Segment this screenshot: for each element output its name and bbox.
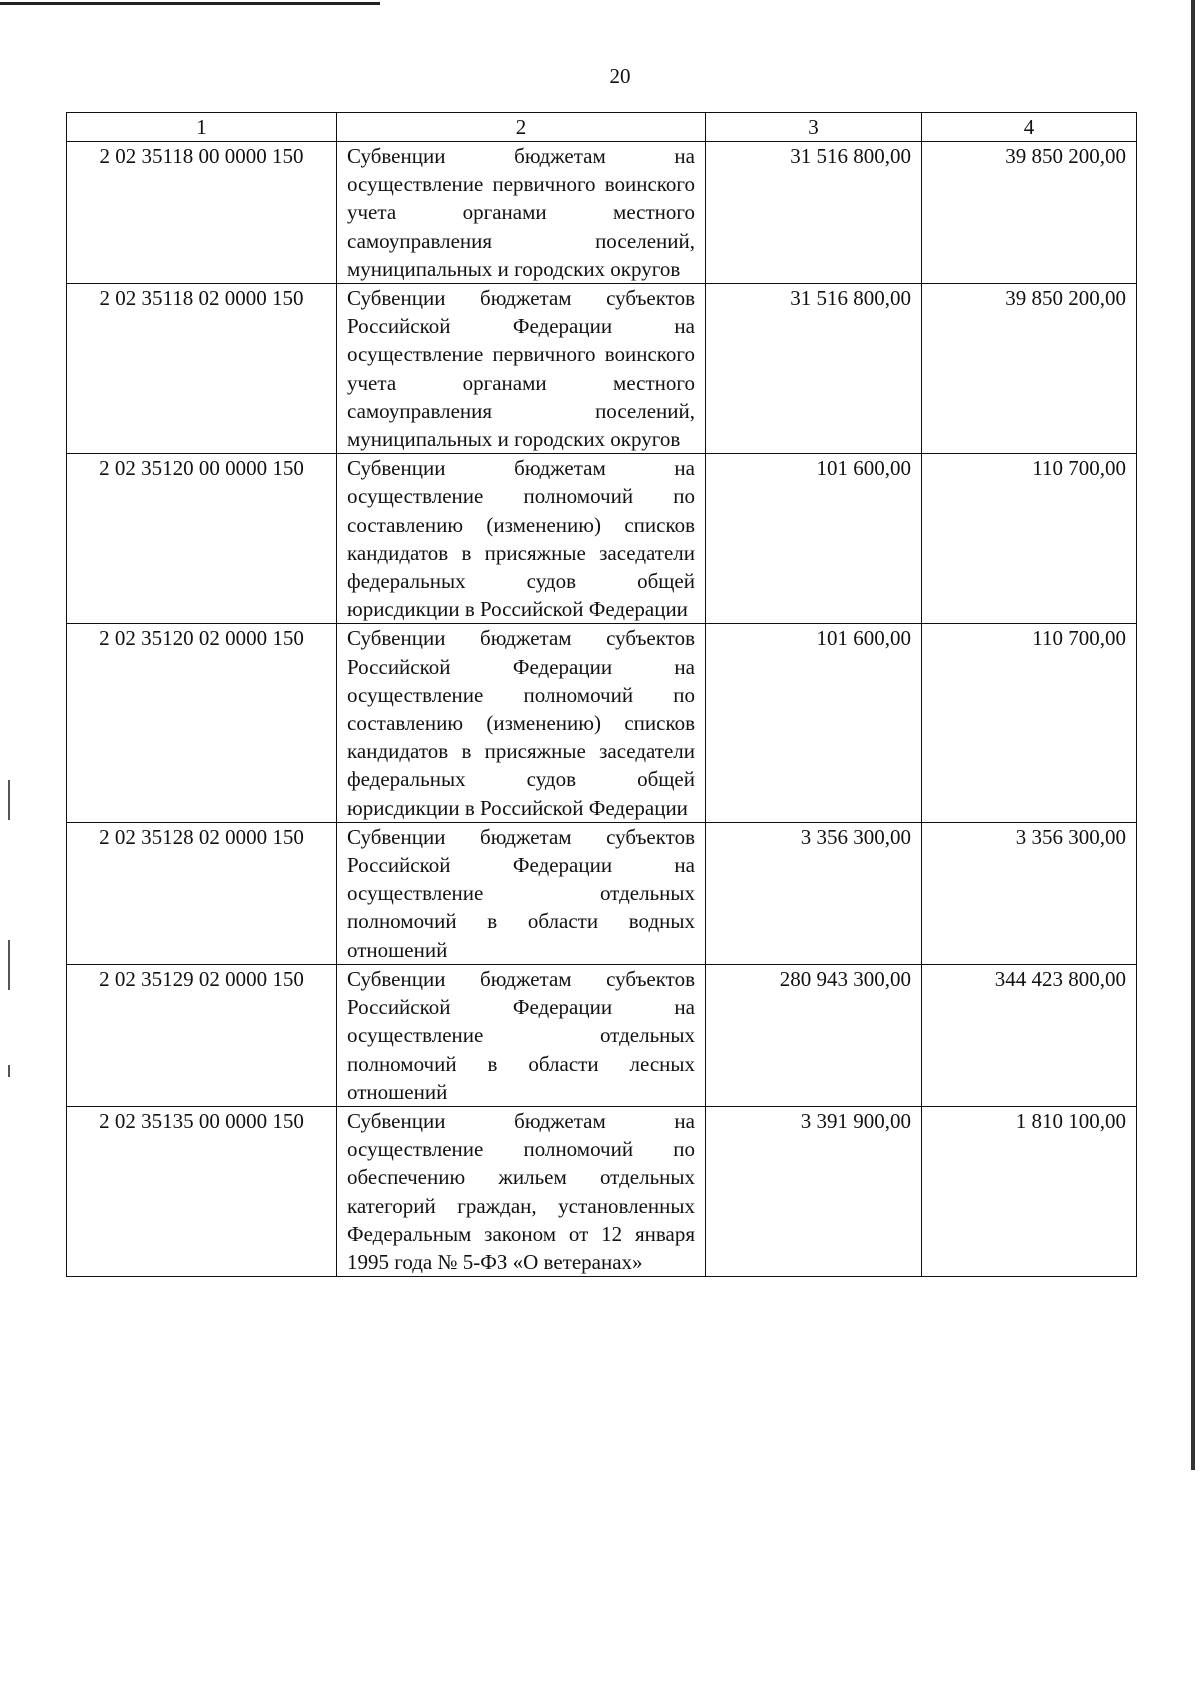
table-row [67,284,1137,454]
row-amount-4: 110 700,00 [922,454,1137,624]
column-header-code: 1 [67,113,337,142]
row-amount-4: 3 356 300,00 [922,822,1137,964]
row-description: Субвенции бюджетам на осуществление полномочий по обеспечению жильем отдельных категорий граждан, установленных Федеральным законом от 12 января 1995 года № 5-ФЗ «О ветеранах» [337,1106,706,1276]
row-amount-3: 31 516 800,00 [706,284,922,454]
scan-speck [8,940,10,990]
row-amount-4: 39 850 200,00 [922,284,1137,454]
table-row [67,822,1137,964]
table-row [67,964,1137,1106]
scan-edge-shadow [1191,0,1195,1470]
row-amount-3: 280 943 300,00 [706,964,922,1106]
row-amount-4: 39 850 200,00 [922,142,1137,284]
row-description: Субвенции бюджетам субъектов Российской Федерации на осуществление отдельных полномочий в области лесных отношений [337,964,706,1106]
row-description: Субвенции бюджетам субъектов Российской Федерации на осуществление отдельных полномочий в области водных отношений [337,822,706,964]
row-amount-4: 110 700,00 [922,624,1137,822]
row-description: Субвенции бюджетам субъектов Российской Федерации на осуществление полномочий по составлению (изменению) списков кандидатов в присяжные заседатели федеральных судов общей юрисдикции в Российской Федерации [337,624,706,822]
row-code: 2 02 35118 02 0000 150 [67,284,337,454]
row-code: 2 02 35128 02 0000 150 [67,822,337,964]
row-amount-3: 101 600,00 [706,624,922,822]
row-amount-3: 101 600,00 [706,454,922,624]
column-header-amount-4: 4 [922,113,1137,142]
page-number: 20 [609,64,631,88]
row-amount-4: 344 423 800,00 [922,964,1137,1106]
row-amount-3: 3 391 900,00 [706,1106,922,1276]
row-description: Субвенции бюджетам на осуществление первичного воинского учета органами местного самоуправления поселений, муниципальных и городских округов [337,142,706,284]
table-header-row [67,113,1137,142]
row-amount-3: 31 516 800,00 [706,142,922,284]
row-amount-3: 3 356 300,00 [706,822,922,964]
row-code: 2 02 35120 02 0000 150 [67,624,337,822]
column-header-description: 2 [337,113,706,142]
row-amount-4: 1 810 100,00 [922,1106,1137,1276]
scan-speck [8,1065,10,1077]
table-row [67,1106,1137,1276]
row-code: 2 02 35120 00 0000 150 [67,454,337,624]
column-header-amount-3: 3 [706,113,922,142]
scan-speck [8,780,10,820]
row-description: Субвенции бюджетам субъектов Российской Федерации на осуществление первичного воинского учета органами местного самоуправления поселений, муниципальных и городских округов [337,284,706,454]
row-code: 2 02 35118 00 0000 150 [67,142,337,284]
scan-border-line [0,2,380,5]
row-code: 2 02 35135 00 0000 150 [67,1106,337,1276]
table-row [67,142,1137,284]
row-description: Субвенции бюджетам на осуществление полномочий по составлению (изменению) списков кандидатов в присяжные заседатели федеральных судов общей юрисдикции в Российской Федерации [337,454,706,624]
budget-table [66,112,1137,1277]
table-row [67,624,1137,822]
table-row [67,454,1137,624]
row-code: 2 02 35129 02 0000 150 [67,964,337,1106]
